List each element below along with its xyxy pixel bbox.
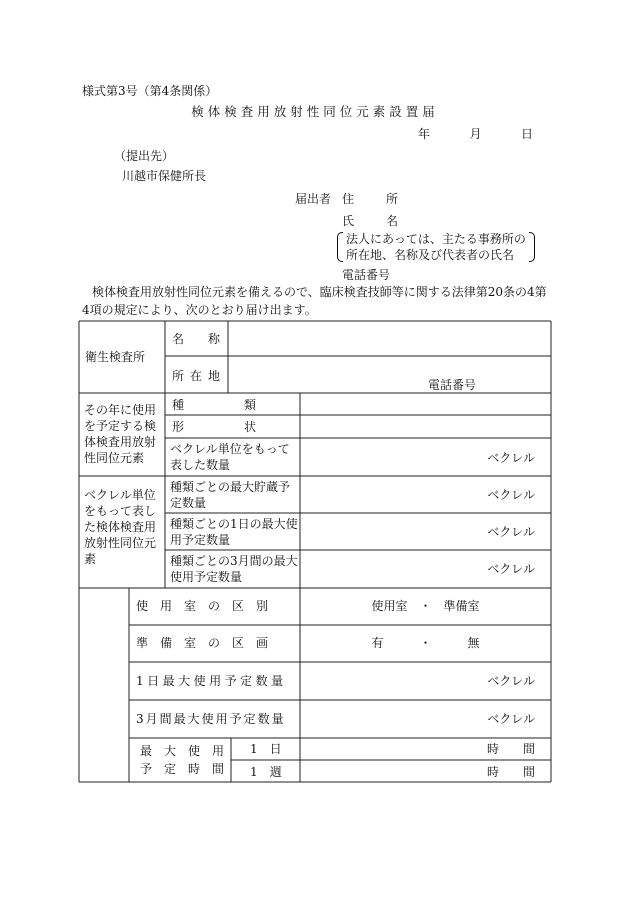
per-week-unit: 時 間 bbox=[486, 765, 535, 779]
recipient-label: （提出先） bbox=[114, 149, 175, 163]
corporate-note-line1: 法人にあっては、主たる事務所の bbox=[346, 232, 526, 246]
applicant-phone-label: 電話番号 bbox=[342, 268, 391, 282]
room-type-label: 使用室の区別 bbox=[136, 599, 281, 613]
name-label: 氏 名 bbox=[342, 214, 409, 228]
max-storage-unit: ベクレル bbox=[487, 488, 535, 502]
max-daily-unit: ベクレル bbox=[487, 525, 535, 539]
facility-section-label: 衛生検査所 bbox=[85, 350, 146, 364]
daily-max-label: 1日最大使用予定数量 bbox=[136, 674, 287, 688]
corporate-note-line2: 所在地、名称及び代表者の氏名 bbox=[346, 248, 515, 262]
document-title: 検体検査用放射性同位元素設置届 bbox=[191, 104, 439, 119]
date-month-label: 月 bbox=[469, 127, 482, 141]
intro-text: 検体検査用放射性同位元素を備えるので、臨床検査技師等に関する法律第20条の4第4項の規定により、次のとおり届け出ます。 bbox=[82, 285, 547, 317]
max-storage-label: 種類ごとの最大貯蔵予定数量 bbox=[170, 480, 291, 510]
facility-location-label: 所在地 bbox=[172, 369, 227, 383]
prep-room-value: 有 ・ 無 bbox=[371, 636, 480, 650]
date-day-label: 日 bbox=[520, 127, 533, 141]
annual-quantity-label: ベクレル単位をもって表した数量 bbox=[170, 442, 290, 472]
annual-quantity-unit: ベクレル bbox=[487, 451, 535, 465]
per-day-label: 1 日 bbox=[250, 742, 282, 756]
notifier-label: 届出者 bbox=[295, 192, 332, 206]
room-type-value: 使用室 ・ 準備室 bbox=[371, 599, 480, 613]
annual-section-label: その年に使用を予定する検体検査用放射性同位元素 bbox=[84, 403, 157, 465]
per-day-unit: 時 間 bbox=[486, 742, 535, 756]
address-label: 住 所 bbox=[342, 192, 409, 206]
becquerel-section-label: ベクレル単位をもって表した検体検査用放射性同位元素 bbox=[84, 488, 157, 566]
annual-kind-label: 種 類 bbox=[172, 398, 257, 412]
annual-form-label: 形 状 bbox=[172, 420, 257, 434]
max-time-label-line2: 予 定 時 間 bbox=[140, 762, 225, 776]
max-3month-label: 種類ごとの3月間の最大使用予定数量 bbox=[170, 554, 298, 584]
three-month-max-label: 3月間最大使用予定数量 bbox=[136, 712, 286, 726]
facility-name-label: 名 称 bbox=[172, 332, 221, 346]
daily-max-unit: ベクレル bbox=[487, 674, 535, 688]
three-month-max-unit: ベクレル bbox=[487, 712, 535, 726]
per-week-label: 1 週 bbox=[250, 765, 282, 779]
max-daily-label: 種類ごとの1日の最大使用予定数量 bbox=[170, 517, 298, 547]
max-3month-unit: ベクレル bbox=[487, 562, 535, 576]
form-number: 様式第3号（第4条関係） bbox=[82, 84, 218, 98]
facility-phone-label: 電話番号 bbox=[428, 378, 477, 392]
max-time-label-line1: 最 大 使 用 bbox=[140, 744, 225, 758]
recipient-name: 川越市保健所長 bbox=[122, 169, 207, 183]
prep-room-label: 準備室の区画 bbox=[136, 636, 281, 650]
date-year-label: 年 bbox=[418, 127, 431, 141]
